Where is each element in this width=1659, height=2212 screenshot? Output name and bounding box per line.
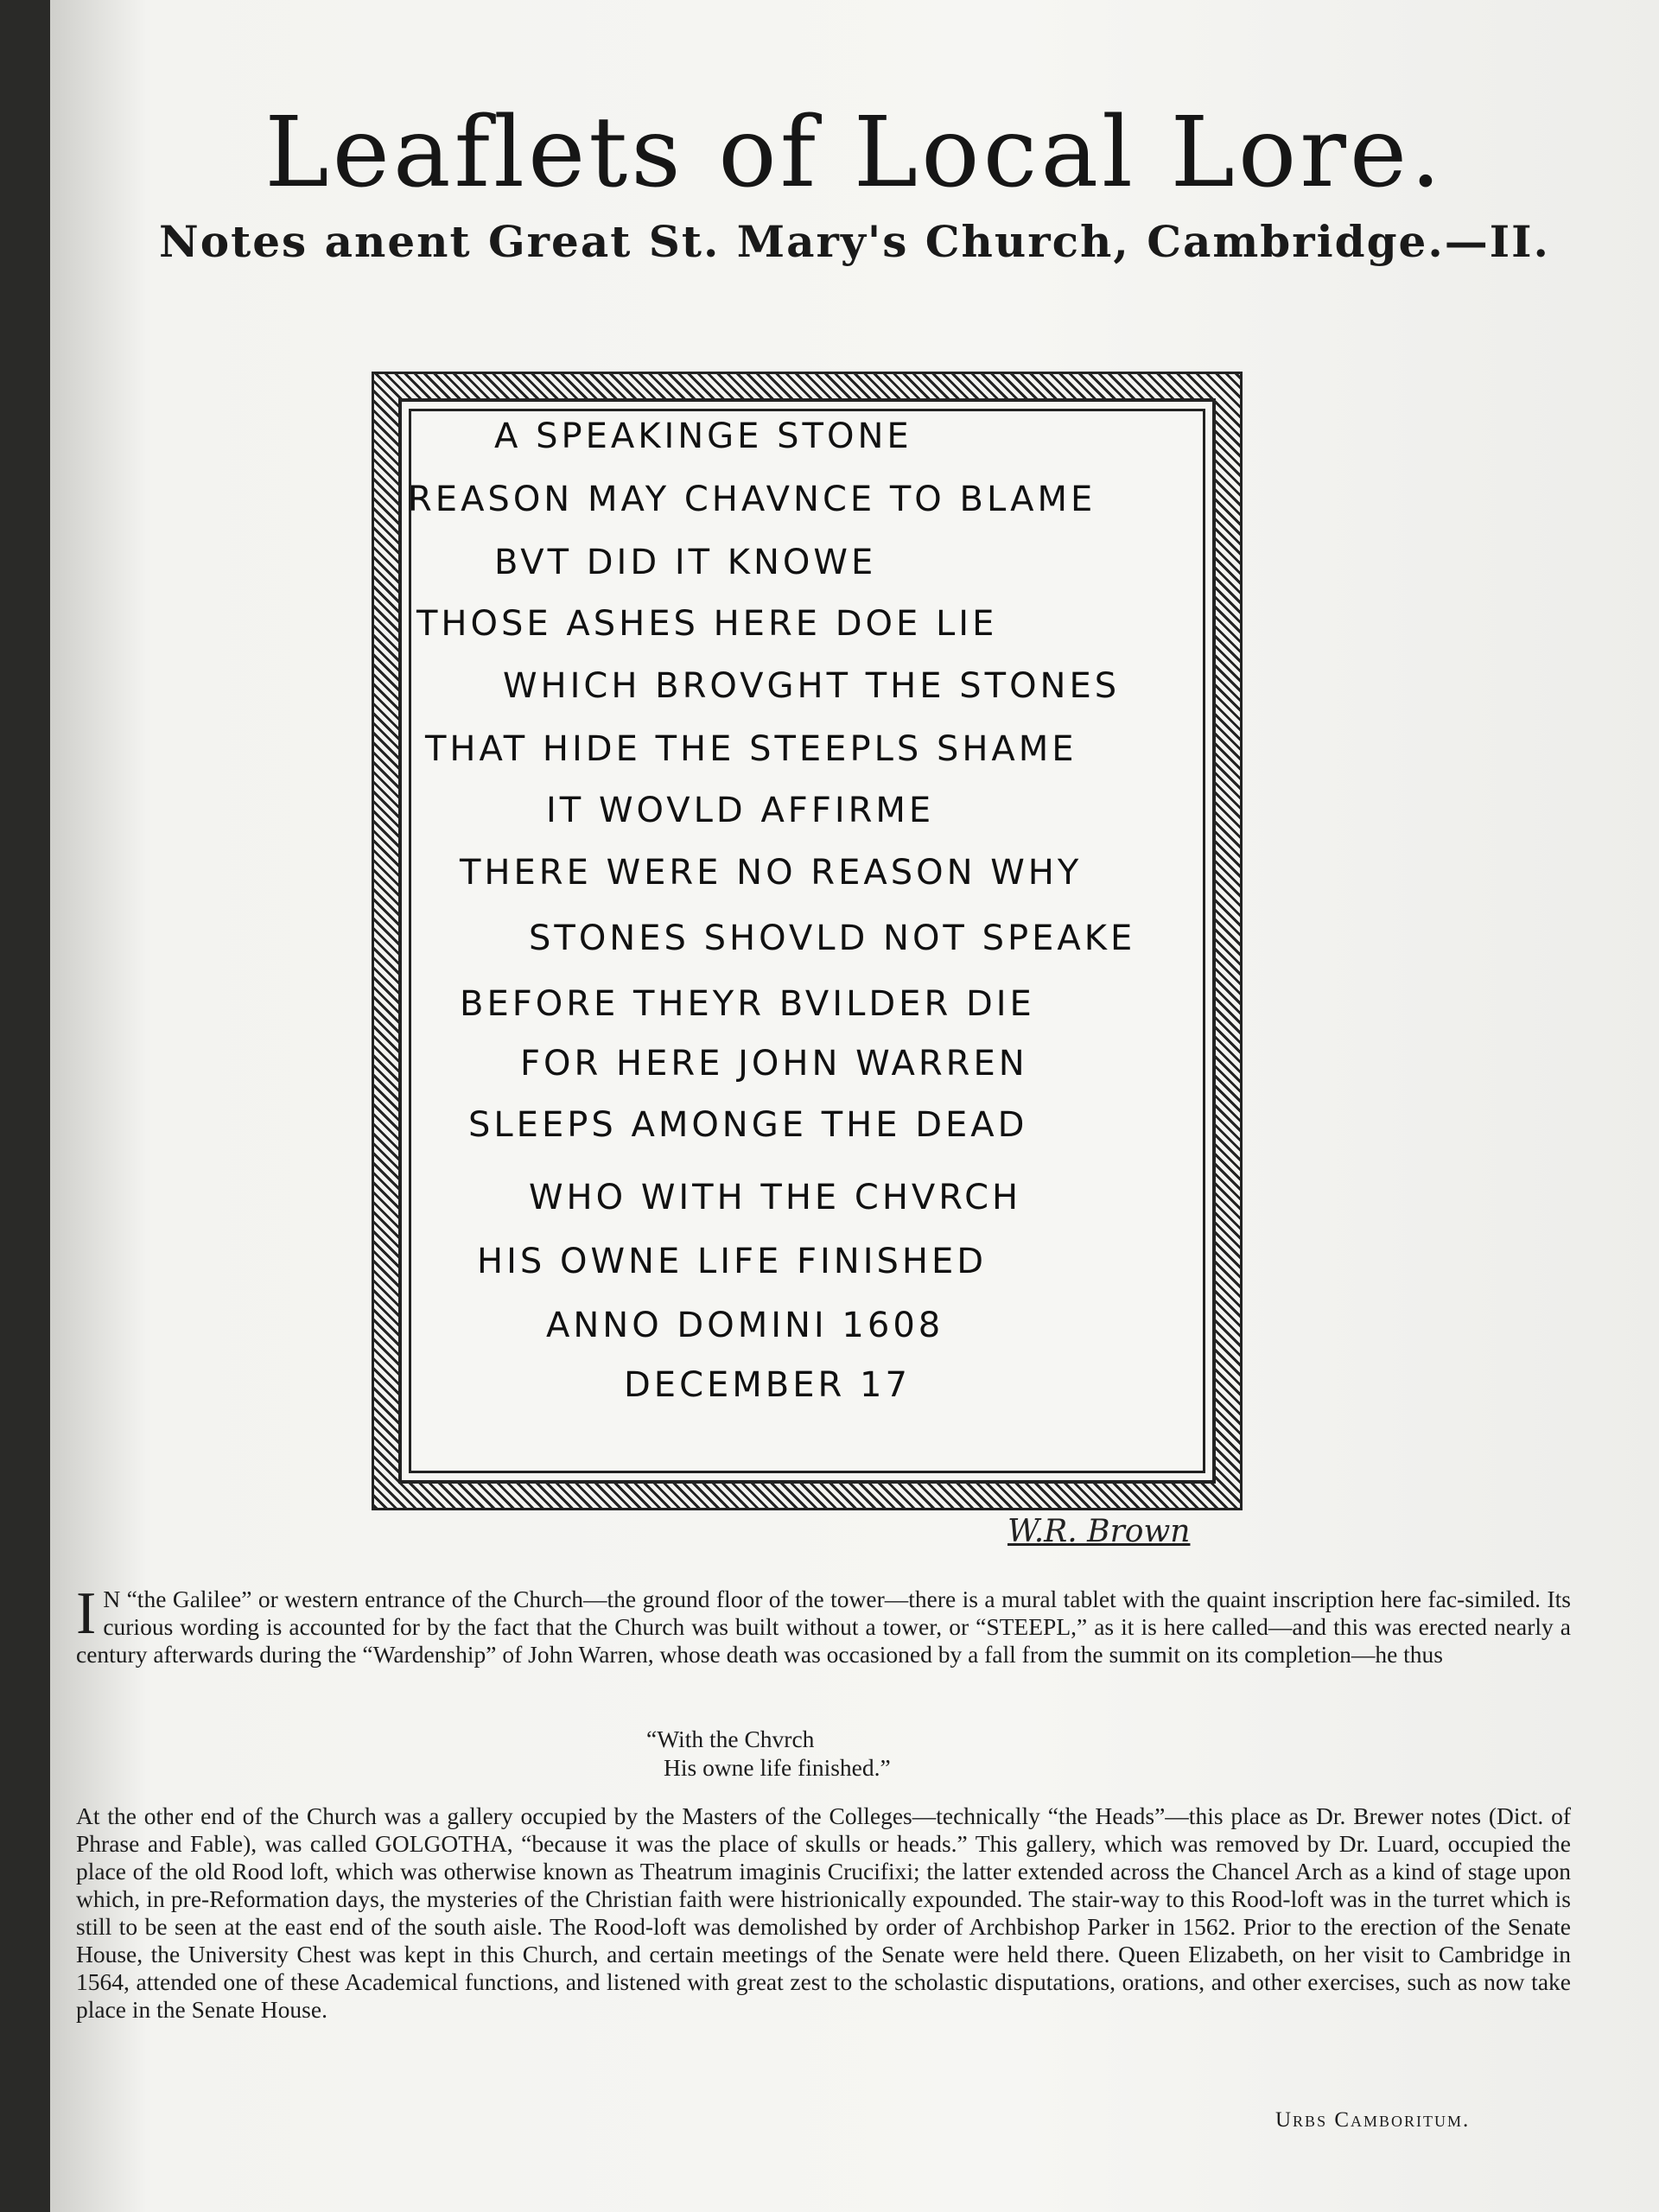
inscription-line: BEFORE THEYR BVILDER DIE	[460, 984, 1035, 1024]
inscription-line: THERE WERE NO REASON WHY	[460, 853, 1083, 893]
inscription-line: THOSE ASHES HERE DOE LIE	[416, 604, 998, 644]
block-quote	[646, 1725, 891, 1782]
page-subtitle: Notes anent Great St. Mary's Church, Cambridge.—II.	[159, 216, 1550, 267]
inscription-line: HIS OWNE LIFE FINISHED	[477, 1242, 988, 1281]
inscription-line: WHO WITH THE CHVRCH	[529, 1178, 1022, 1217]
page-title: Leaflets of Local Lore.	[264, 97, 1445, 209]
inscription-line: WHICH BROVGHT THE STONES	[503, 666, 1121, 706]
tablet-panel	[398, 398, 1216, 1484]
inscription-line: STONES SHOVLD NOT SPEAKE	[529, 918, 1136, 958]
page	[50, 0, 1659, 2212]
inscription-line: A SPEAKINGE STONE	[494, 416, 912, 456]
inscription-line: BVT DID IT KNOWE	[494, 543, 877, 582]
quote-line: His owne life finished.”	[664, 1754, 891, 1781]
inscription-line: IT WOVLD AFFIRME	[546, 791, 935, 830]
inscription-line: REASON MAY CHAVNCE TO BLAME	[408, 480, 1096, 519]
inscription-line: FOR HERE JOHN WARREN	[520, 1044, 1028, 1084]
drop-cap: I	[76, 1580, 97, 1647]
quote-line: “With the Chvrch	[646, 1726, 815, 1752]
inscription-line: SLEEPS AMONGE THE DEAD	[468, 1105, 1028, 1145]
body-paragraph: At the other end of the Church was a gallery occupied by the Masters of the Colleges—technically “the Heads”—this place as Dr. Brewer notes (Dict. of Phrase and Fable), was called GOLGOTHA, “because it was the place of skulls or heads.” This gallery, which was removed by Dr. Luard, occupied the place of the old Rood loft, which was otherwise known as Theatrum imaginis Crucifixi; the latter extended across the Chancel Arch as a kind of stage upon which, in pre-Reformation days, the mysteries of the Christian faith were histrionically expounded. The stair-way to this Rood-loft was in the turret which is still to be seen at the east end of the south aisle. The Rood-loft was demolished by order of Archbishop Parker in 1562. Prior to the erection of the Senate House, the University Chest was kept in this Church, and certain meetings of the Senate were held there. Queen Elizabeth, on her visit to Cambridge in 1564, attended one of these Academical functions, and listened with great zest to the scholastic disputations, orations, and other exercises, such as now take place in the Senate House.	[76, 1802, 1571, 2023]
artist-signature: W.R. Brown	[1007, 1514, 1191, 1549]
author-signoff: Urbs Camboritum.	[1275, 2108, 1471, 2132]
inscription-line: THAT HIDE THE STEEPLS SHAME	[425, 729, 1077, 769]
inscription-line: ANNO DOMINI 1608	[546, 1306, 944, 1345]
inscription-line: DECEMBER 17	[624, 1365, 911, 1405]
mural-tablet	[372, 372, 1243, 1510]
paragraph-text: N “the Galilee” or western entrance of the Church—the ground floor of the tower—there is a mural tablet with the quaint inscription here fac-similed. Its curious wording is accounted for by the fact that the Church was built without a tower, or “STEEPL,” as it is here called—and this was erected nearly a century afterwards during the “Wardenship” of John Warren, whose death was occasioned by a fall from the summit on its completion—he thus	[76, 1586, 1571, 1668]
body-paragraph	[76, 1580, 1571, 1669]
